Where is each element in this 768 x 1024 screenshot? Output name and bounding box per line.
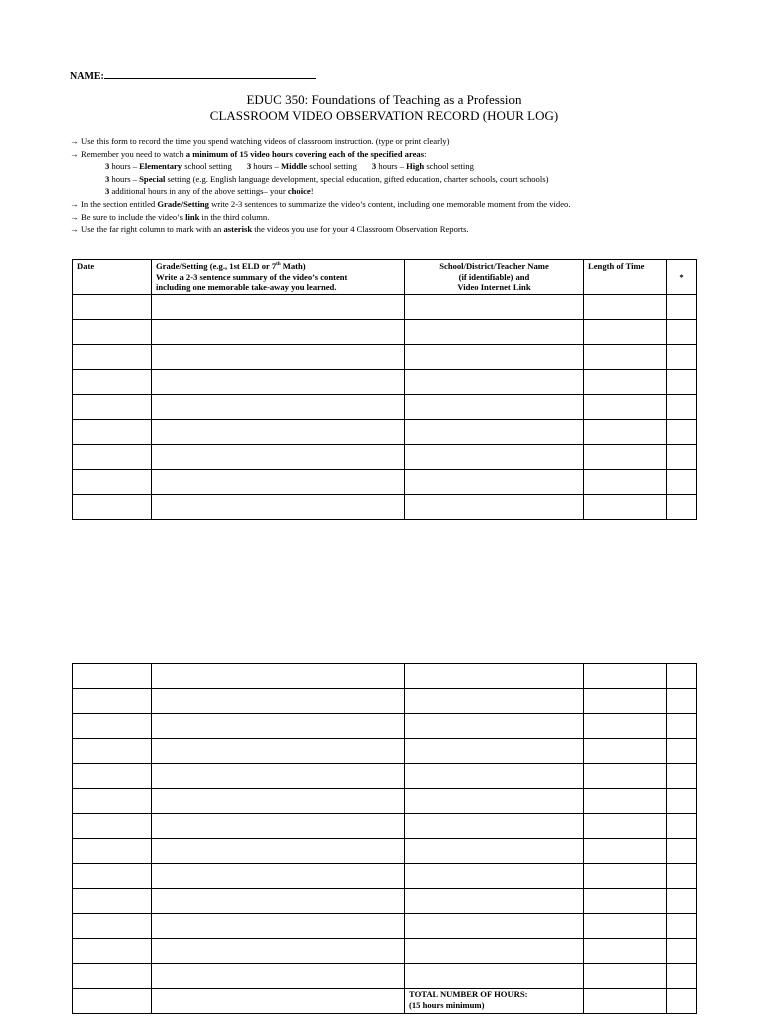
table-cell[interactable] (73, 814, 152, 839)
name-field-label (70, 69, 316, 82)
table-cell[interactable] (152, 964, 405, 989)
table-row (73, 445, 697, 470)
table-cell[interactable] (152, 839, 405, 864)
table-cell[interactable] (152, 714, 405, 739)
table-cell[interactable] (152, 345, 405, 370)
table-cell[interactable] (667, 689, 697, 714)
total-hours-row (73, 989, 697, 1014)
table-cell[interactable] (584, 420, 667, 445)
table-cell[interactable] (584, 470, 667, 495)
table-cell[interactable] (667, 664, 697, 689)
table-row (73, 345, 697, 370)
table-cell[interactable] (73, 420, 152, 445)
table-cell[interactable] (73, 789, 152, 814)
date-column-header: Date (73, 260, 152, 295)
table-cell[interactable] (405, 939, 584, 964)
arrow-icon: → (70, 148, 79, 159)
table-cell[interactable] (584, 395, 667, 420)
table-cell[interactable] (152, 889, 405, 914)
table-cell[interactable] (405, 889, 584, 914)
table-cell[interactable] (73, 964, 152, 989)
table-row (73, 295, 697, 320)
special-setting-line: 3 hours – Special setting (e.g. English language development, special education, gifted education, charter schools, court schools) (105, 173, 549, 184)
table-cell[interactable] (405, 420, 584, 445)
table-cell[interactable] (73, 739, 152, 764)
table-cell[interactable] (73, 395, 152, 420)
table-cell[interactable] (73, 889, 152, 914)
table-cell[interactable] (667, 764, 697, 789)
table-row (73, 914, 697, 939)
table-cell[interactable] (152, 989, 405, 1014)
table-cell[interactable] (73, 989, 152, 1014)
table-cell[interactable] (405, 664, 584, 689)
table-cell[interactable] (73, 664, 152, 689)
arrow-icon: → (70, 211, 79, 222)
table-cell[interactable] (584, 789, 667, 814)
hours-requirement-line: 3 hours – Elementary school setting 3 hours – Middle school setting 3 hours – High school setting (105, 161, 474, 172)
table-header-row (73, 260, 697, 295)
table-cell[interactable] (405, 914, 584, 939)
table-cell[interactable] (73, 839, 152, 864)
instructions-block (70, 135, 571, 236)
table-cell[interactable] (405, 714, 584, 739)
table-cell[interactable] (73, 495, 152, 520)
table-cell[interactable] (73, 914, 152, 939)
table-cell[interactable] (667, 739, 697, 764)
table-cell[interactable] (152, 739, 405, 764)
table-cell[interactable] (667, 939, 697, 964)
table-row (73, 714, 697, 739)
table-cell[interactable] (152, 495, 405, 520)
table-cell[interactable] (667, 789, 697, 814)
table-cell[interactable] (584, 495, 667, 520)
table-cell[interactable] (584, 739, 667, 764)
additional-hours-line: 3 additional hours in any of the above settings– your choice! (105, 186, 314, 197)
table-cell[interactable] (152, 764, 405, 789)
table-cell[interactable] (405, 839, 584, 864)
table-cell[interactable] (667, 295, 697, 320)
table-cell[interactable] (667, 814, 697, 839)
table-cell[interactable] (152, 914, 405, 939)
table-row (73, 814, 697, 839)
table-cell[interactable] (667, 989, 697, 1014)
table-cell[interactable] (73, 345, 152, 370)
table-cell[interactable] (152, 320, 405, 345)
table-cell[interactable] (405, 495, 584, 520)
table-cell[interactable] (667, 964, 697, 989)
table-cell[interactable] (152, 420, 405, 445)
table-row (73, 964, 697, 989)
table-row (73, 664, 697, 689)
table-cell[interactable] (73, 470, 152, 495)
table-cell[interactable] (584, 445, 667, 470)
table-cell[interactable] (667, 470, 697, 495)
table-cell[interactable] (584, 914, 667, 939)
table-cell[interactable] (584, 864, 667, 889)
table-cell[interactable] (405, 864, 584, 889)
table-cell[interactable] (584, 814, 667, 839)
table-cell[interactable] (405, 789, 584, 814)
table-cell[interactable] (667, 370, 697, 395)
table-cell[interactable] (584, 714, 667, 739)
table-cell[interactable] (152, 939, 405, 964)
table-cell[interactable] (152, 814, 405, 839)
observation-log-table-page2 (72, 663, 697, 1014)
table-cell[interactable] (584, 295, 667, 320)
table-cell[interactable] (584, 889, 667, 914)
table-cell[interactable] (73, 320, 152, 345)
table-cell[interactable] (667, 395, 697, 420)
table-cell[interactable] (73, 689, 152, 714)
table-row (73, 395, 697, 420)
arrow-icon: → (70, 224, 79, 235)
table-row (73, 320, 697, 345)
table-cell[interactable] (73, 714, 152, 739)
table-row (73, 864, 697, 889)
table-row (73, 689, 697, 714)
table-cell[interactable] (152, 295, 405, 320)
table-cell[interactable] (152, 445, 405, 470)
table-cell[interactable] (73, 445, 152, 470)
table-cell[interactable] (405, 689, 584, 714)
instruction-line: → Use this form to record the time you spend watching videos of classroom instruction. (type or print clearly) (70, 136, 450, 146)
table-cell[interactable] (667, 420, 697, 445)
instruction-line: → Use the far right column to mark with an asterisk the videos you use for your 4 Classroom Observation Reports. (70, 224, 469, 235)
table-cell[interactable] (152, 470, 405, 495)
table-cell[interactable] (667, 714, 697, 739)
table-row (73, 764, 697, 789)
table-row (73, 370, 697, 395)
form-title: CLASSROOM VIDEO OBSERVATION RECORD (HOUR LOG) (209, 108, 559, 123)
table-row (73, 739, 697, 764)
total-hours-label: TOTAL NUMBER OF HOURS: (15 hours minimum) (405, 989, 584, 1014)
table-cell[interactable] (584, 964, 667, 989)
table-cell[interactable] (152, 864, 405, 889)
table-cell[interactable] (405, 739, 584, 764)
table-row (73, 495, 697, 520)
table-cell[interactable] (584, 370, 667, 395)
length-column-header: Length of Time (584, 260, 667, 295)
arrow-icon: → (70, 198, 79, 209)
table-cell[interactable] (152, 370, 405, 395)
table-cell[interactable] (584, 345, 667, 370)
table-cell[interactable] (584, 939, 667, 964)
table-cell[interactable] (584, 664, 667, 689)
table-row (73, 420, 697, 445)
table-cell[interactable] (73, 939, 152, 964)
table-cell[interactable] (152, 664, 405, 689)
table-cell[interactable] (667, 839, 697, 864)
table-cell[interactable] (405, 320, 584, 345)
table-cell[interactable] (405, 470, 584, 495)
table-cell[interactable] (405, 764, 584, 789)
table-row (73, 939, 697, 964)
table-cell[interactable] (584, 764, 667, 789)
table-cell[interactable] (152, 689, 405, 714)
table-row (73, 889, 697, 914)
asterisk-column-header: * (667, 260, 697, 295)
arrow-icon: → (70, 136, 79, 146)
table-cell[interactable] (667, 320, 697, 345)
table-cell[interactable] (405, 295, 584, 320)
table-cell[interactable] (152, 789, 405, 814)
table-cell[interactable] (405, 370, 584, 395)
school-link-column-header: School/District/Teacher Name (if identifiable) and Video Internet Link (405, 260, 584, 295)
grade-setting-column-header: Grade/Setting (e.g., 1st ELD or 7th Math) Write a 2-3 sentence summary of the video’s content including one memorable take-away you learned. (152, 260, 405, 295)
name-input-line[interactable] (104, 69, 316, 79)
table-cell[interactable] (584, 689, 667, 714)
total-hours-value-cell[interactable] (584, 989, 667, 1014)
table-cell[interactable] (405, 814, 584, 839)
instruction-line: → Remember you need to watch a minimum of 15 video hours covering each of the specified areas: (70, 148, 427, 159)
table-cell[interactable] (73, 295, 152, 320)
table-cell[interactable] (667, 445, 697, 470)
name-label: NAME: (70, 71, 104, 82)
table-cell[interactable] (73, 864, 152, 889)
course-title: EDUC 350: Foundations of Teaching as a Profession (246, 92, 522, 107)
table-cell[interactable] (667, 889, 697, 914)
table-cell[interactable] (584, 839, 667, 864)
table-cell[interactable] (405, 345, 584, 370)
observation-log-table-page1 (72, 259, 697, 520)
table-cell[interactable] (405, 395, 584, 420)
table-cell[interactable] (667, 495, 697, 520)
table-cell[interactable] (73, 370, 152, 395)
table-cell[interactable] (73, 764, 152, 789)
table-cell[interactable] (405, 445, 584, 470)
table-cell[interactable] (405, 964, 584, 989)
table-cell[interactable] (667, 864, 697, 889)
table-cell[interactable] (584, 320, 667, 345)
table-cell[interactable] (667, 345, 697, 370)
table-row (73, 789, 697, 814)
instruction-line: → In the section entitled Grade/Setting write 2-3 sentences to summarize the video’s content, including one memorable moment from the video. (70, 198, 571, 209)
instruction-line: → Be sure to include the video’s link in the third column. (70, 211, 270, 222)
table-row (73, 470, 697, 495)
table-cell[interactable] (667, 914, 697, 939)
table-row (73, 839, 697, 864)
table-cell[interactable] (152, 395, 405, 420)
